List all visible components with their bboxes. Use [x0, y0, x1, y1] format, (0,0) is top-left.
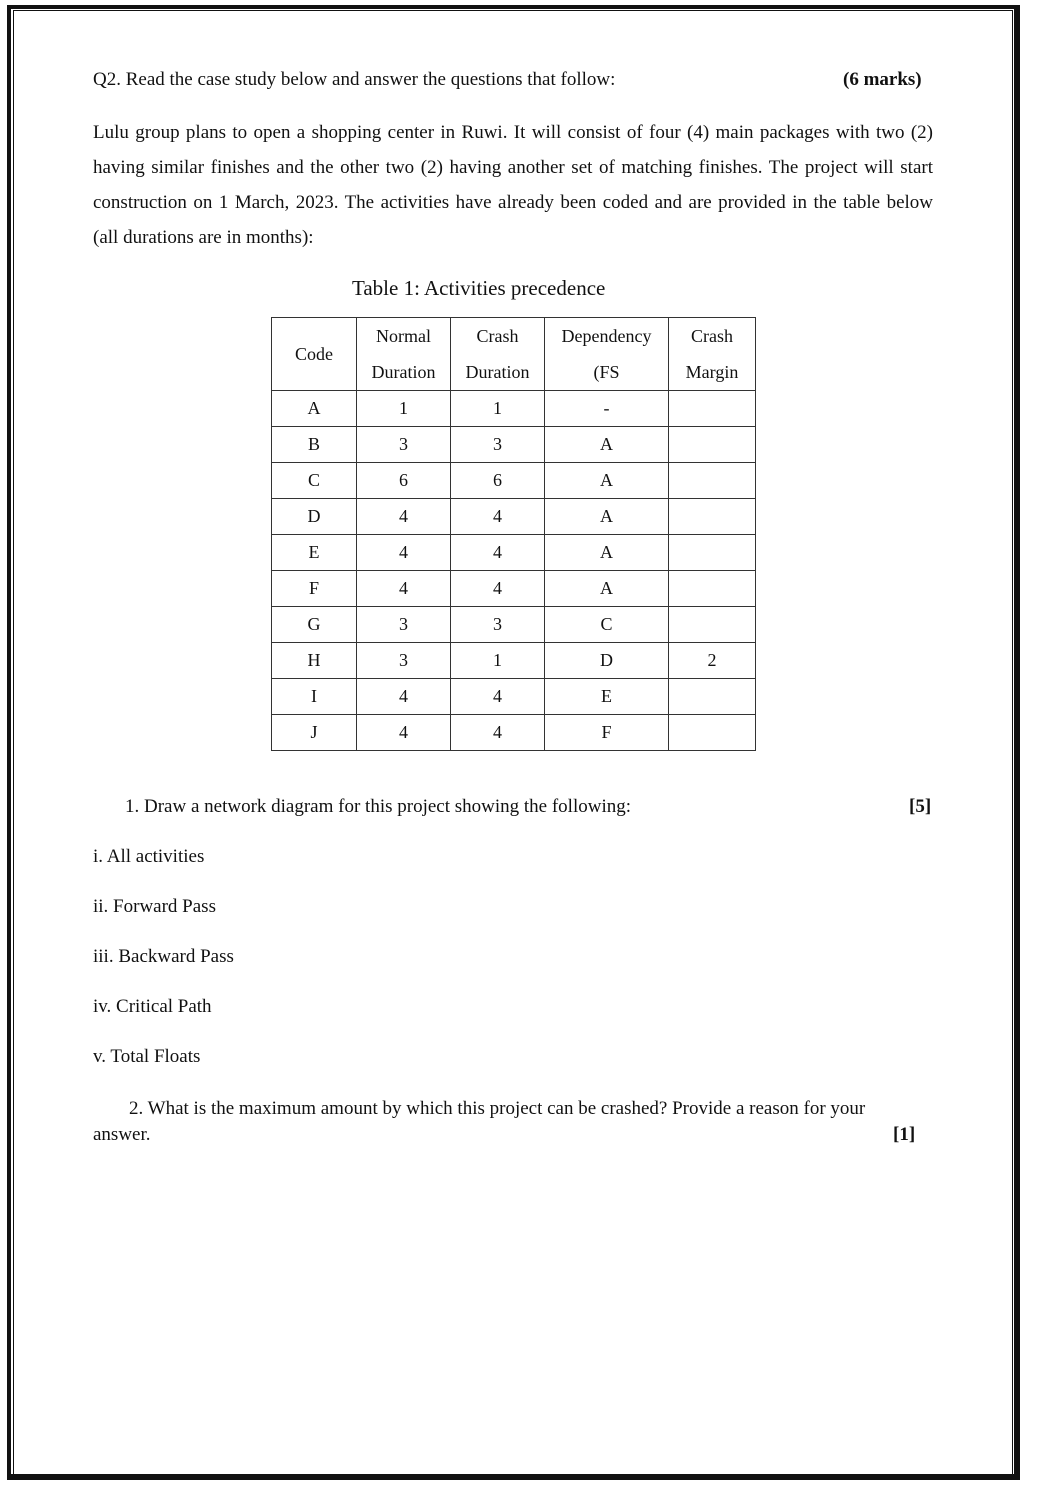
cell-code: C — [272, 463, 357, 499]
subquestion-2-continued: answer. — [93, 1124, 151, 1145]
cell-dependency: A — [545, 427, 669, 463]
cell-code: G — [272, 607, 357, 643]
cell-crash: 3 — [451, 607, 545, 643]
table-row — [272, 643, 756, 679]
table-row — [272, 571, 756, 607]
cell-dependency: D — [545, 643, 669, 679]
cell-normal: 1 — [357, 391, 451, 427]
table-row — [272, 499, 756, 535]
cell-normal: 3 — [357, 427, 451, 463]
header-crash-duration: Crash Duration — [451, 318, 545, 391]
activities-table — [271, 317, 756, 751]
cell-margin — [669, 679, 756, 715]
header-code: Code — [272, 318, 357, 391]
cell-normal: 3 — [357, 643, 451, 679]
question-title: Q2. Read the case study below and answer the questions that follow: — [93, 69, 616, 90]
cell-margin — [669, 607, 756, 643]
cell-normal: 4 — [357, 679, 451, 715]
cell-dependency: A — [545, 535, 669, 571]
cell-dependency: C — [545, 607, 669, 643]
cell-margin — [669, 427, 756, 463]
cell-crash: 4 — [451, 535, 545, 571]
cell-dependency: - — [545, 391, 669, 427]
table-caption: Table 1: Activities precedence — [352, 276, 606, 300]
table-row — [272, 463, 756, 499]
cell-code: B — [272, 427, 357, 463]
header-normal-duration: Normal Duration — [357, 318, 451, 391]
cell-normal: 6 — [357, 463, 451, 499]
cell-dependency: E — [545, 679, 669, 715]
cell-dependency: A — [545, 571, 669, 607]
table-header-row — [272, 318, 756, 391]
subquestion-2: 2. What is the maximum amount by which this project can be crashed? Provide a reason for your — [129, 1098, 866, 1119]
cell-margin: 2 — [669, 643, 756, 679]
cell-normal: 4 — [357, 571, 451, 607]
header-crash-margin: Crash Margin — [669, 318, 756, 391]
table-row — [272, 391, 756, 427]
cell-normal: 3 — [357, 607, 451, 643]
list-item: v. Total Floats — [93, 1046, 201, 1067]
case-study-paragraph: Lulu group plans to open a shopping center in Ruwi. It will consist of four (4) main packages with two (2) having similar finishes and the other two (2) having another set of matching finishes. The project will start construction on 1 March, 2023. The activities have already been coded and are provided in the table below (all durations are in months): — [93, 122, 933, 248]
cell-code: H — [272, 643, 357, 679]
cell-margin — [669, 715, 756, 751]
cell-code: F — [272, 571, 357, 607]
cell-code: E — [272, 535, 357, 571]
cell-dependency: A — [545, 463, 669, 499]
table-row — [272, 679, 756, 715]
cell-code: D — [272, 499, 357, 535]
subquestion-1: 1. Draw a network diagram for this project showing the following: — [125, 796, 632, 817]
cell-normal: 4 — [357, 499, 451, 535]
cell-crash: 4 — [451, 571, 545, 607]
table-row — [272, 427, 756, 463]
question-marks: (6 marks) — [843, 69, 922, 90]
list-item: ii. Forward Pass — [93, 896, 216, 917]
cell-margin — [669, 463, 756, 499]
cell-crash: 6 — [451, 463, 545, 499]
cell-code: A — [272, 391, 357, 427]
cell-normal: 4 — [357, 715, 451, 751]
cell-margin — [669, 391, 756, 427]
subquestion-1-marks: [5] — [909, 796, 932, 817]
table-row — [272, 535, 756, 571]
page-border-shadow-right — [1014, 5, 1020, 1480]
subquestion-2-marks: [1] — [893, 1124, 916, 1145]
cell-crash: 1 — [451, 643, 545, 679]
cell-crash: 4 — [451, 715, 545, 751]
cell-crash: 3 — [451, 427, 545, 463]
cell-dependency: A — [545, 499, 669, 535]
cell-code: I — [272, 679, 357, 715]
cell-normal: 4 — [357, 535, 451, 571]
cell-crash: 4 — [451, 499, 545, 535]
list-item: iii. Backward Pass — [93, 946, 234, 967]
cell-crash: 4 — [451, 679, 545, 715]
cell-dependency: F — [545, 715, 669, 751]
cell-code: J — [272, 715, 357, 751]
list-item: iv. Critical Path — [93, 996, 212, 1017]
cell-margin — [669, 535, 756, 571]
cell-crash: 1 — [451, 391, 545, 427]
header-dependency: Dependency (FS — [545, 318, 669, 391]
cell-margin — [669, 571, 756, 607]
cell-margin — [669, 499, 756, 535]
page-border-shadow-bottom — [7, 1474, 1020, 1480]
list-item: i. All activities — [93, 846, 205, 867]
table-row — [272, 715, 756, 751]
table-row — [272, 607, 756, 643]
